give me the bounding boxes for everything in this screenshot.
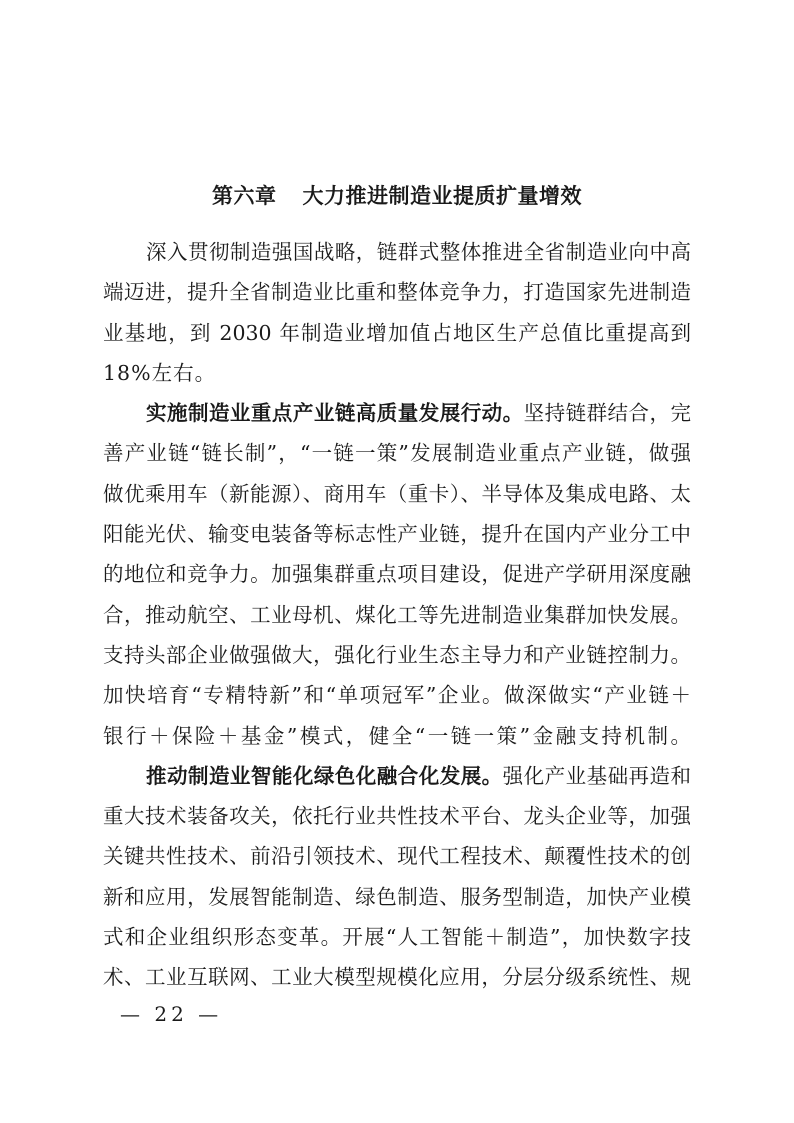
line-text: 合，推动航空、工业母机、煤化工等先进制造业集群加快发展。 <box>103 602 691 627</box>
line-text: 银行＋保险＋基金”模式，健全“一链一策”金融支持机制。 <box>103 723 691 748</box>
line-text: 支持头部企业做强做大，强化行业生态主导力和产业链控制力。 <box>103 642 691 667</box>
line-text: 关键共性技术、前沿引领技术、现代工程技术、颠覆性技术的创 <box>103 844 691 869</box>
line-text: 加快培育“专精特新”和“单项冠军”企业。做深做实“产业链＋ <box>103 683 691 708</box>
line-text: 的地位和竞争力。加强集群重点项目建设，促进产学研用深度融 <box>103 562 691 587</box>
line-text: 业基地，到 2030 年制造业增加值占地区生产总值比重提高到 <box>103 320 691 345</box>
text-line <box>103 474 691 514</box>
text-line <box>103 957 691 997</box>
text-line <box>103 514 691 554</box>
text-line <box>103 635 691 675</box>
chapter-number: 第六章 <box>212 184 277 208</box>
text-line <box>103 313 691 353</box>
line-text: 坚持链群结合，完 <box>523 401 691 426</box>
line-text: 新和应用，发展智能制造、绿色制造、服务型制造，加快产业模 <box>103 884 691 909</box>
text-line <box>103 353 691 393</box>
paragraph <box>103 232 691 393</box>
chapter-heading <box>0 180 794 210</box>
text-line <box>103 595 691 635</box>
line-text: 做优乘用车（新能源）、商用车（重卡）、半导体及集成电路、太 <box>103 481 691 506</box>
text-line <box>103 917 691 957</box>
line-text: 术、工业互联网、工业大模型规模化应用，分层分级系统性、规 <box>103 965 691 990</box>
paragraph <box>103 756 691 998</box>
text-line <box>103 675 691 715</box>
line-text: 重大技术装备攻关，依托行业共性技术平台、龙头企业等，加强 <box>103 804 691 829</box>
text-line <box>103 232 691 272</box>
paragraph <box>103 393 691 756</box>
document-body <box>103 232 691 998</box>
text-line <box>103 433 691 473</box>
lead-sentence: 推动制造业智能化绿色化融合化发展。 <box>146 763 503 788</box>
text-line <box>103 756 691 796</box>
text-line <box>103 716 691 756</box>
text-line <box>103 393 691 433</box>
line-text: 阳能光伏、输变电装备等标志性产业链，提升在国内产业分工中 <box>103 522 691 547</box>
text-line <box>103 554 691 594</box>
line-text: 式和企业组织形态变革。开展“人工智能＋制造”，加快数字技 <box>103 925 691 950</box>
text-line <box>103 272 691 312</box>
text-line <box>103 836 691 876</box>
line-text: 端迈进，提升全省制造业比重和整体竞争力，打造国家先进制造 <box>103 280 691 305</box>
line-text: 深入贯彻制造强国战略，链群式整体推进全省制造业向中高 <box>146 240 691 264</box>
line-text: 强化产业基础再造和 <box>502 763 691 788</box>
line-text: 18%左右。 <box>103 360 217 385</box>
text-line <box>103 877 691 917</box>
lead-sentence: 实施制造业重点产业链高质量发展行动。 <box>146 401 524 426</box>
chapter-title: 大力推进制造业提质扩量增效 <box>302 184 582 208</box>
line-text: 善产业链“链长制”，“一链一策”发展制造业重点产业链，做强 <box>103 441 691 466</box>
page-number: — 22 — <box>120 1002 223 1026</box>
text-line <box>103 796 691 836</box>
